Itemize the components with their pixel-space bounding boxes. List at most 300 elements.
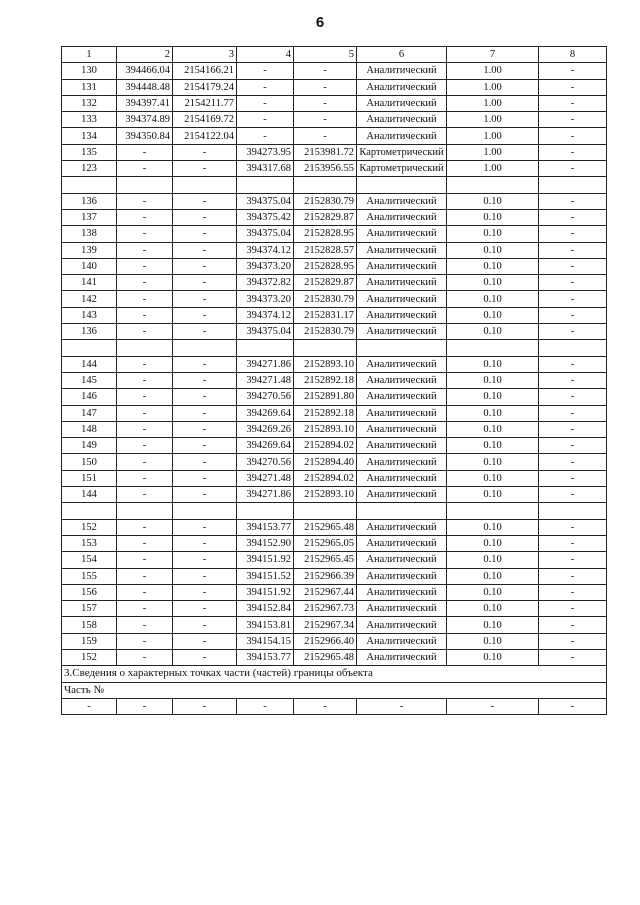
table-cell: - <box>173 470 237 486</box>
table-cell: - <box>117 372 173 388</box>
table-row <box>62 193 607 209</box>
table-cell: - <box>173 633 237 649</box>
table-cell: 145 <box>62 372 117 388</box>
table-cell: 394373.20 <box>237 291 294 307</box>
table-cell: 0.10 <box>447 258 539 274</box>
table-cell: - <box>117 209 173 225</box>
table-cell: - <box>237 698 294 714</box>
table-cell <box>357 177 447 193</box>
table-cell: 0.10 <box>447 242 539 258</box>
table-cell: Аналитический <box>357 63 447 79</box>
table-cell: - <box>539 421 607 437</box>
table-cell: Аналитический <box>357 487 447 503</box>
table-cell: - <box>117 649 173 665</box>
table-cell: 6 <box>357 47 447 63</box>
table-cell: 394317.68 <box>237 161 294 177</box>
table-cell: 151 <box>62 470 117 486</box>
table-cell: - <box>539 307 607 323</box>
table-cell: 1 <box>62 47 117 63</box>
table-cell: 394271.48 <box>237 470 294 486</box>
table-row <box>62 63 607 79</box>
table-cell <box>447 340 539 356</box>
table-cell: - <box>539 470 607 486</box>
table-cell: - <box>173 568 237 584</box>
table-cell: - <box>173 438 237 454</box>
table-cell <box>173 340 237 356</box>
table-cell: 0.10 <box>447 307 539 323</box>
table-cell: - <box>294 128 357 144</box>
table-cell: - <box>539 535 607 551</box>
table-cell: 8 <box>539 47 607 63</box>
table-row <box>62 503 607 519</box>
table-cell: Аналитический <box>357 389 447 405</box>
table-cell: - <box>117 275 173 291</box>
table-cell: - <box>117 258 173 274</box>
table-cell <box>237 177 294 193</box>
table-cell: 394350.84 <box>117 128 173 144</box>
table-cell: - <box>539 63 607 79</box>
table-cell: - <box>117 568 173 584</box>
table-cell: - <box>117 601 173 617</box>
table-cell: - <box>173 193 237 209</box>
table-cell: 2152965.48 <box>294 649 357 665</box>
table-cell: 0.10 <box>447 454 539 470</box>
table-cell: - <box>539 275 607 291</box>
table-cell: 0.10 <box>447 438 539 454</box>
table-cell: 394375.04 <box>237 324 294 340</box>
table-cell: Аналитический <box>357 95 447 111</box>
table-cell: 394374.89 <box>117 112 173 128</box>
table-cell: Аналитический <box>357 372 447 388</box>
table-cell: 0.10 <box>447 291 539 307</box>
table-row <box>62 307 607 323</box>
table-cell: - <box>539 487 607 503</box>
table-cell: 146 <box>62 389 117 405</box>
table-cell: 140 <box>62 258 117 274</box>
table-cell: 143 <box>62 307 117 323</box>
table-cell: - <box>173 617 237 633</box>
table-cell: 394151.92 <box>237 552 294 568</box>
table-cell: 394271.86 <box>237 487 294 503</box>
table-row <box>62 487 607 503</box>
table-cell: 394153.81 <box>237 617 294 633</box>
table-cell: 2154179.24 <box>173 79 237 95</box>
table-cell: Аналитический <box>357 584 447 600</box>
table-cell: - <box>117 438 173 454</box>
table-cell: 0.10 <box>447 535 539 551</box>
table-cell: - <box>237 95 294 111</box>
table-cell: 0.10 <box>447 519 539 535</box>
table-cell: - <box>539 258 607 274</box>
table-cell: 2152967.44 <box>294 584 357 600</box>
table-cell: 0.10 <box>447 568 539 584</box>
table-cell: - <box>173 698 237 714</box>
table-cell: 2152893.10 <box>294 421 357 437</box>
table-row <box>62 617 607 633</box>
table-cell: Аналитический <box>357 617 447 633</box>
table-cell <box>62 503 117 519</box>
table-cell: - <box>294 112 357 128</box>
table-cell: 394152.90 <box>237 535 294 551</box>
table-row <box>62 649 607 665</box>
table-cell <box>539 177 607 193</box>
table-row <box>62 79 607 95</box>
table-cell: 2153981.72 <box>294 144 357 160</box>
table-cell: Аналитический <box>357 601 447 617</box>
table-cell: - <box>539 405 607 421</box>
table-cell: - <box>447 698 539 714</box>
table-cell: - <box>294 95 357 111</box>
table-cell: - <box>294 63 357 79</box>
table-row <box>62 209 607 225</box>
table-cell: - <box>117 307 173 323</box>
table-row <box>62 568 607 584</box>
table-cell: - <box>173 454 237 470</box>
table-cell: Аналитический <box>357 552 447 568</box>
table-cell: 155 <box>62 568 117 584</box>
table-cell: 141 <box>62 275 117 291</box>
table-cell <box>117 177 173 193</box>
table-row <box>62 535 607 551</box>
table-cell: 157 <box>62 601 117 617</box>
table-cell: - <box>173 275 237 291</box>
table-cell: 394270.56 <box>237 389 294 405</box>
table-cell <box>173 503 237 519</box>
table-cell: 394151.92 <box>237 584 294 600</box>
table-cell: 0.10 <box>447 617 539 633</box>
table-cell: - <box>117 698 173 714</box>
table-cell: 123 <box>62 161 117 177</box>
table-row <box>62 519 607 535</box>
table-cell: - <box>539 372 607 388</box>
table-row <box>62 161 607 177</box>
table-row <box>62 275 607 291</box>
table-cell: 1.00 <box>447 128 539 144</box>
table-cell: 2154122.04 <box>173 128 237 144</box>
table-cell: 159 <box>62 633 117 649</box>
table-cell: 131 <box>62 79 117 95</box>
table-cell: 2152829.87 <box>294 275 357 291</box>
table-cell: 0.10 <box>447 226 539 242</box>
table-cell: - <box>539 649 607 665</box>
table-cell: 394153.77 <box>237 519 294 535</box>
table-cell: 2152894.02 <box>294 438 357 454</box>
table-cell: - <box>173 649 237 665</box>
table-cell: - <box>117 487 173 503</box>
table-cell: 394375.42 <box>237 209 294 225</box>
table-cell: 394374.12 <box>237 242 294 258</box>
table-cell: - <box>117 291 173 307</box>
table-cell: - <box>117 584 173 600</box>
table-cell: 2152892.18 <box>294 405 357 421</box>
table-cell: 394271.48 <box>237 372 294 388</box>
table-cell: - <box>237 63 294 79</box>
table-cell <box>237 340 294 356</box>
table-cell <box>447 503 539 519</box>
table-cell: 0.10 <box>447 421 539 437</box>
table-cell: Аналитический <box>357 209 447 225</box>
table-cell: Аналитический <box>357 356 447 372</box>
table-cell: 130 <box>62 63 117 79</box>
table-cell: 139 <box>62 242 117 258</box>
table-cell <box>294 503 357 519</box>
table-cell: - <box>117 144 173 160</box>
table-cell: - <box>173 258 237 274</box>
table-cell: 7 <box>447 47 539 63</box>
table-cell: - <box>539 698 607 714</box>
table-row <box>62 454 607 470</box>
table-cell: Аналитический <box>357 405 447 421</box>
table-cell: 152 <box>62 519 117 535</box>
table-cell: 394269.64 <box>237 405 294 421</box>
table-cell <box>62 340 117 356</box>
section-title-row <box>62 666 607 682</box>
table-cell: 0.10 <box>447 405 539 421</box>
section-title: 3.Сведения о характерных точках части (частей) границы объекта <box>62 666 607 682</box>
table-cell: - <box>173 324 237 340</box>
table-cell: - <box>117 617 173 633</box>
table-cell: Аналитический <box>357 421 447 437</box>
table-cell: Аналитический <box>357 242 447 258</box>
table-cell: 394373.20 <box>237 258 294 274</box>
table-cell: Аналитический <box>357 454 447 470</box>
table-cell: - <box>294 698 357 714</box>
table-cell: 2152830.79 <box>294 193 357 209</box>
table-cell: 2152967.34 <box>294 617 357 633</box>
table-cell: 4 <box>237 47 294 63</box>
table-cell: - <box>539 356 607 372</box>
table-cell: - <box>173 242 237 258</box>
table-row <box>62 389 607 405</box>
table-cell: 2152830.79 <box>294 291 357 307</box>
table-cell: 2152892.18 <box>294 372 357 388</box>
table-cell: - <box>117 633 173 649</box>
table-row <box>62 291 607 307</box>
table-cell: - <box>173 144 237 160</box>
table-cell: - <box>173 209 237 225</box>
table-cell: 2152966.40 <box>294 633 357 649</box>
table-cell <box>357 340 447 356</box>
table-cell: 1.00 <box>447 112 539 128</box>
table-cell: 394269.26 <box>237 421 294 437</box>
table-cell: 394372.82 <box>237 275 294 291</box>
table-cell: 0.10 <box>447 552 539 568</box>
table-row <box>62 128 607 144</box>
table-cell: - <box>117 421 173 437</box>
table-row <box>62 552 607 568</box>
table-cell: 2152828.57 <box>294 242 357 258</box>
table-cell: - <box>539 79 607 95</box>
table-cell: Аналитический <box>357 112 447 128</box>
table-cell: Аналитический <box>357 226 447 242</box>
table-cell: 136 <box>62 193 117 209</box>
coordinates-table <box>61 46 607 715</box>
table-cell: 394151.52 <box>237 568 294 584</box>
table-cell: 2152965.05 <box>294 535 357 551</box>
table-cell: 394397.41 <box>117 95 173 111</box>
table-cell: - <box>237 79 294 95</box>
table-cell: - <box>539 291 607 307</box>
table-cell: 2152894.40 <box>294 454 357 470</box>
table-row <box>62 226 607 242</box>
table-cell: 152 <box>62 649 117 665</box>
table-row <box>62 698 607 714</box>
table-cell: 3 <box>173 47 237 63</box>
table-cell: - <box>539 209 607 225</box>
table-cell: 147 <box>62 405 117 421</box>
table-cell: - <box>117 405 173 421</box>
table-row <box>62 372 607 388</box>
table-row <box>62 356 607 372</box>
table-cell: - <box>237 128 294 144</box>
table-cell: - <box>173 389 237 405</box>
table-cell: - <box>117 552 173 568</box>
table-cell: - <box>539 568 607 584</box>
table-cell: - <box>539 128 607 144</box>
table-cell: 0.10 <box>447 633 539 649</box>
table-row <box>62 601 607 617</box>
table-cell: - <box>237 112 294 128</box>
table-cell: 2152894.02 <box>294 470 357 486</box>
table-cell: Аналитический <box>357 258 447 274</box>
page-number: 6 <box>315 14 325 31</box>
table-cell: Аналитический <box>357 470 447 486</box>
table-cell <box>117 340 173 356</box>
table-cell: - <box>117 324 173 340</box>
table-cell: 134 <box>62 128 117 144</box>
table-cell: 136 <box>62 324 117 340</box>
table-cell: - <box>117 535 173 551</box>
table-cell: - <box>539 454 607 470</box>
part-label: Часть № <box>62 682 607 698</box>
table-cell: - <box>539 438 607 454</box>
table-cell <box>447 177 539 193</box>
table-cell: - <box>539 324 607 340</box>
table-row <box>62 258 607 274</box>
table-cell: - <box>117 519 173 535</box>
table-cell: 2154166.21 <box>173 63 237 79</box>
table-cell: 2 <box>117 47 173 63</box>
table-cell: 149 <box>62 438 117 454</box>
table-cell: 0.10 <box>447 584 539 600</box>
table-header-row <box>62 47 607 63</box>
table-cell: Аналитический <box>357 193 447 209</box>
table-cell: - <box>539 617 607 633</box>
table-cell: 144 <box>62 487 117 503</box>
table-cell: 2153956.55 <box>294 161 357 177</box>
table-cell: 0.10 <box>447 209 539 225</box>
table-cell: - <box>117 242 173 258</box>
table-cell: 154 <box>62 552 117 568</box>
table-cell: 394375.04 <box>237 226 294 242</box>
table-cell <box>117 503 173 519</box>
table-cell: 2152965.48 <box>294 519 357 535</box>
table-cell: - <box>117 389 173 405</box>
table-cell: 5 <box>294 47 357 63</box>
table-cell: - <box>539 601 607 617</box>
table-cell: 135 <box>62 144 117 160</box>
table-cell: 394154.15 <box>237 633 294 649</box>
table-cell: - <box>173 584 237 600</box>
table-row <box>62 405 607 421</box>
table-cell: 0.10 <box>447 649 539 665</box>
table-row <box>62 421 607 437</box>
table-cell: Картометрический <box>357 144 447 160</box>
table-cell: 394153.77 <box>237 649 294 665</box>
table-cell: 2152828.95 <box>294 258 357 274</box>
table-cell: 394273.95 <box>237 144 294 160</box>
table-cell: Картометрический <box>357 161 447 177</box>
table-cell <box>357 503 447 519</box>
table-cell: 153 <box>62 535 117 551</box>
table-cell: - <box>357 698 447 714</box>
table-cell: - <box>173 405 237 421</box>
table-cell: Аналитический <box>357 568 447 584</box>
table-row <box>62 144 607 160</box>
table-cell <box>294 177 357 193</box>
table-cell: 142 <box>62 291 117 307</box>
table-cell: 2152893.10 <box>294 356 357 372</box>
table-row <box>62 438 607 454</box>
table-cell: 394271.86 <box>237 356 294 372</box>
table-cell: 137 <box>62 209 117 225</box>
table-cell: 2152830.79 <box>294 324 357 340</box>
part-label-row <box>62 682 607 698</box>
table-row <box>62 324 607 340</box>
table-cell: Аналитический <box>357 307 447 323</box>
table-cell: - <box>539 633 607 649</box>
table-cell: - <box>173 535 237 551</box>
table-cell: - <box>173 226 237 242</box>
table-cell: - <box>117 161 173 177</box>
table-row <box>62 112 607 128</box>
table-cell <box>294 340 357 356</box>
table-cell: - <box>173 356 237 372</box>
table-cell: 394270.56 <box>237 454 294 470</box>
table-cell: 394269.64 <box>237 438 294 454</box>
table-cell: 2152967.73 <box>294 601 357 617</box>
table-cell: 1.00 <box>447 95 539 111</box>
table-cell: 1.00 <box>447 161 539 177</box>
table-cell: 0.10 <box>447 193 539 209</box>
table-cell: - <box>294 79 357 95</box>
table-cell: 394466.04 <box>117 63 173 79</box>
table-cell: 0.10 <box>447 372 539 388</box>
table-cell: - <box>62 698 117 714</box>
table-cell: 0.10 <box>447 275 539 291</box>
table-cell: Аналитический <box>357 519 447 535</box>
table-cell: 1.00 <box>447 79 539 95</box>
table-cell: 2152966.39 <box>294 568 357 584</box>
table-cell: 148 <box>62 421 117 437</box>
table-cell: 0.10 <box>447 487 539 503</box>
table-cell: Аналитический <box>357 324 447 340</box>
table-cell: - <box>117 356 173 372</box>
table-cell: Аналитический <box>357 291 447 307</box>
table-cell: - <box>117 470 173 486</box>
table-cell: 0.10 <box>447 470 539 486</box>
table-cell: 144 <box>62 356 117 372</box>
table-cell: 0.10 <box>447 389 539 405</box>
table-cell: - <box>117 226 173 242</box>
table-cell: 2152828.95 <box>294 226 357 242</box>
table-cell <box>237 503 294 519</box>
table-cell: 2154169.72 <box>173 112 237 128</box>
table-cell: - <box>173 519 237 535</box>
table-cell: - <box>539 552 607 568</box>
table-cell: - <box>539 193 607 209</box>
table-cell: - <box>173 421 237 437</box>
